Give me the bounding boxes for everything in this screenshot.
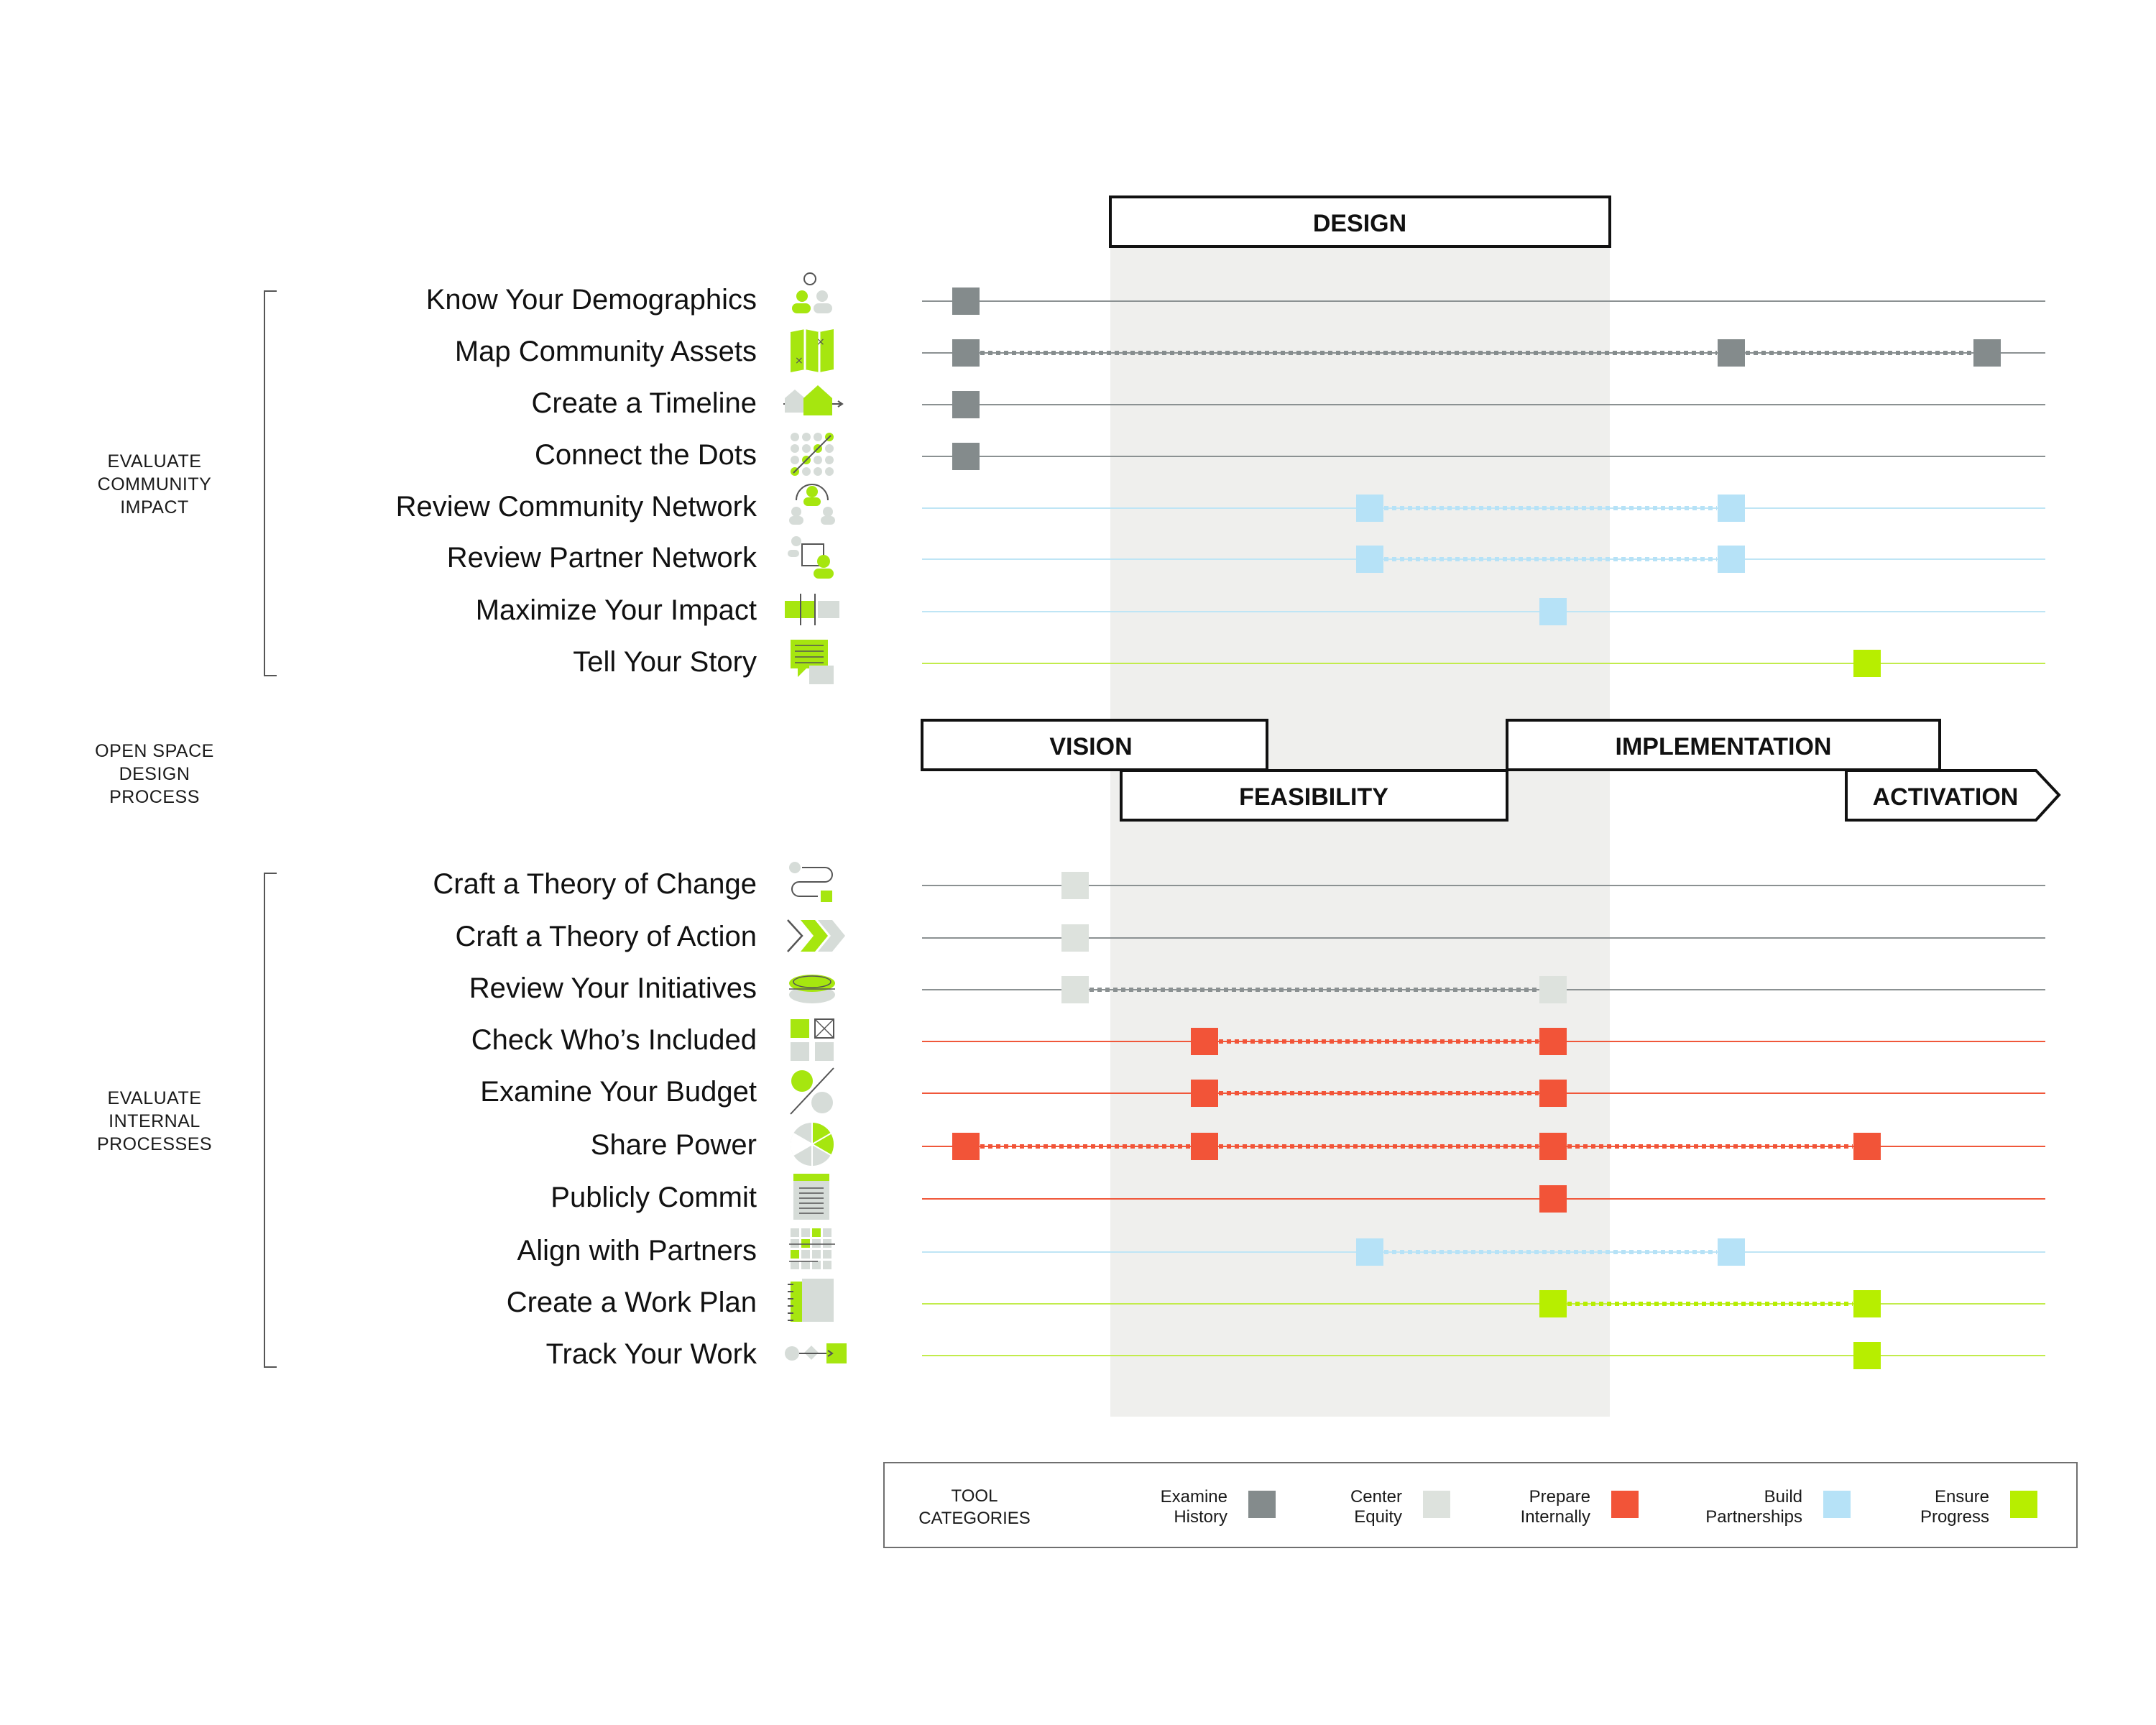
tool-label: Check Who’s Included	[471, 1024, 757, 1056]
tool-label: Craft a Theory of Change	[433, 868, 757, 900]
legend-item-label: Examine	[1160, 1487, 1227, 1506]
map-icon	[791, 329, 834, 372]
timeline-marker	[1191, 1133, 1218, 1160]
theory-action-icon	[788, 920, 845, 952]
share-power-icon	[791, 1123, 834, 1166]
legend	[884, 1463, 2077, 1547]
timeline-marker	[1539, 1028, 1567, 1055]
theory-change-icon	[789, 862, 832, 902]
legend-item-label: Partnerships	[1705, 1507, 1802, 1527]
timeline-marker	[1191, 1028, 1218, 1055]
legend-swatch	[1823, 1491, 1851, 1518]
timeline-marker	[952, 339, 980, 367]
timeline-marker	[952, 1133, 980, 1160]
work-plan-icon	[788, 1279, 834, 1322]
legend-item-label: History	[1174, 1507, 1227, 1527]
implementation-phase-label: IMPLEMENTATION	[1615, 733, 1832, 760]
svg-text:×: ×	[795, 355, 803, 367]
timeline-marker	[1539, 1080, 1567, 1107]
timeline-marker	[1718, 546, 1745, 573]
timeline-marker	[1853, 1290, 1881, 1317]
legend-item-label: Equity	[1354, 1507, 1402, 1527]
dots-icon	[791, 433, 834, 476]
align-icon	[789, 1228, 835, 1269]
community-network-icon	[789, 484, 835, 525]
group-label-line: IMPACT	[120, 497, 189, 518]
tool-label: Maximize Your Impact	[475, 594, 757, 626]
timeline-marker	[1356, 1238, 1383, 1266]
legend-swatch	[1248, 1491, 1276, 1518]
timeline-marker	[1853, 1133, 1881, 1160]
tool-label: Connect the Dots	[534, 439, 757, 471]
group-label-line: EVALUATE	[107, 451, 202, 472]
timeline-marker	[1539, 1185, 1567, 1213]
timeline-marker	[1539, 598, 1567, 625]
timeline-marker	[952, 443, 980, 470]
timeline-marker	[1356, 546, 1383, 573]
tool-label: Publicly Commit	[550, 1182, 757, 1213]
legend-title-line-2: CATEGORIES	[918, 1509, 1031, 1528]
legend-item-label: Internally	[1520, 1507, 1590, 1527]
design-phase	[1110, 197, 1610, 247]
demographics-icon	[792, 273, 832, 313]
tool-label: Share Power	[590, 1129, 757, 1161]
legend-swatch	[2010, 1491, 2037, 1518]
timeline-marker	[1539, 976, 1567, 1003]
tool-label: Review Partner Network	[446, 542, 757, 574]
feasibility-phase-label: FEASIBILITY	[1239, 783, 1388, 811]
tool-label: Tell Your Story	[573, 646, 757, 678]
group-label-process	[68, 740, 241, 809]
tool-label: Track Your Work	[545, 1338, 757, 1370]
partner-network-icon	[788, 536, 834, 579]
legend-item-label: Progress	[1920, 1507, 1989, 1527]
tool-icons	[783, 273, 847, 1363]
timeline-marker	[952, 288, 980, 315]
tool-label: Align with Partners	[517, 1235, 757, 1266]
legend-item-label: Ensure	[1934, 1487, 1989, 1506]
timeline-marker	[1539, 1133, 1567, 1160]
timeline-marker	[1061, 976, 1089, 1003]
timeline-marker	[1718, 494, 1745, 522]
timeline-marker	[1718, 1238, 1745, 1266]
implementation-phase	[1507, 720, 1940, 770]
story-icon	[791, 640, 834, 684]
track-icon	[785, 1343, 847, 1363]
legend-item-label: Prepare	[1529, 1487, 1590, 1506]
group-label-line: DESIGN	[119, 764, 190, 784]
impact-icon	[785, 594, 839, 625]
timeline-marker	[1356, 494, 1383, 522]
tool-label: Map Community Assets	[454, 336, 757, 367]
legend-swatch	[1423, 1491, 1450, 1518]
legend-title-line-1: TOOL	[951, 1486, 998, 1506]
timeline-icon	[783, 385, 842, 415]
tool-label: Review Your Initiatives	[469, 972, 757, 1004]
timeline-marker	[1718, 339, 1745, 367]
vision-phase	[922, 720, 1267, 770]
group-label-line: EVALUATE	[107, 1088, 202, 1108]
group-label-line: COMMUNITY	[97, 474, 212, 494]
timeline-marker	[1539, 1290, 1567, 1317]
timeline-marker	[1853, 650, 1881, 677]
activation-phase	[1846, 770, 2059, 820]
design-phase-label: DESIGN	[1312, 210, 1407, 237]
tool-label: Create a Work Plan	[506, 1287, 757, 1318]
tool-label: Review Community Network	[395, 491, 757, 523]
legend-swatch	[1611, 1491, 1639, 1518]
timeline-marker	[1061, 872, 1089, 899]
feasibility-phase	[1121, 770, 1507, 820]
legend-item-label: Build	[1764, 1487, 1802, 1506]
tool-label: Craft a Theory of Action	[455, 921, 757, 952]
budget-icon	[791, 1068, 834, 1114]
timeline-marker	[1061, 924, 1089, 952]
group-label-line: PROCESS	[109, 787, 200, 807]
vision-phase-label: VISION	[1049, 733, 1133, 760]
group-label-line: PROCESSES	[96, 1134, 213, 1154]
group-label-line: OPEN SPACE	[95, 741, 214, 761]
timeline-marker	[1973, 339, 2001, 367]
group-label-line: INTERNAL	[109, 1111, 201, 1131]
timeline-marker	[952, 391, 980, 418]
svg-text:×: ×	[816, 336, 825, 348]
commit-icon	[793, 1174, 829, 1220]
legend-item-label: Center	[1350, 1487, 1402, 1506]
initiatives-icon	[789, 975, 835, 1003]
timeline-marker	[1191, 1080, 1218, 1107]
tool-label: Know Your Demographics	[425, 284, 757, 316]
activation-phase-label: ACTIVATION	[1872, 783, 2019, 811]
tool-label: Create a Timeline	[531, 387, 757, 419]
tool-label: Examine Your Budget	[480, 1076, 757, 1108]
included-icon	[791, 1019, 834, 1061]
timeline-marker	[1853, 1342, 1881, 1369]
